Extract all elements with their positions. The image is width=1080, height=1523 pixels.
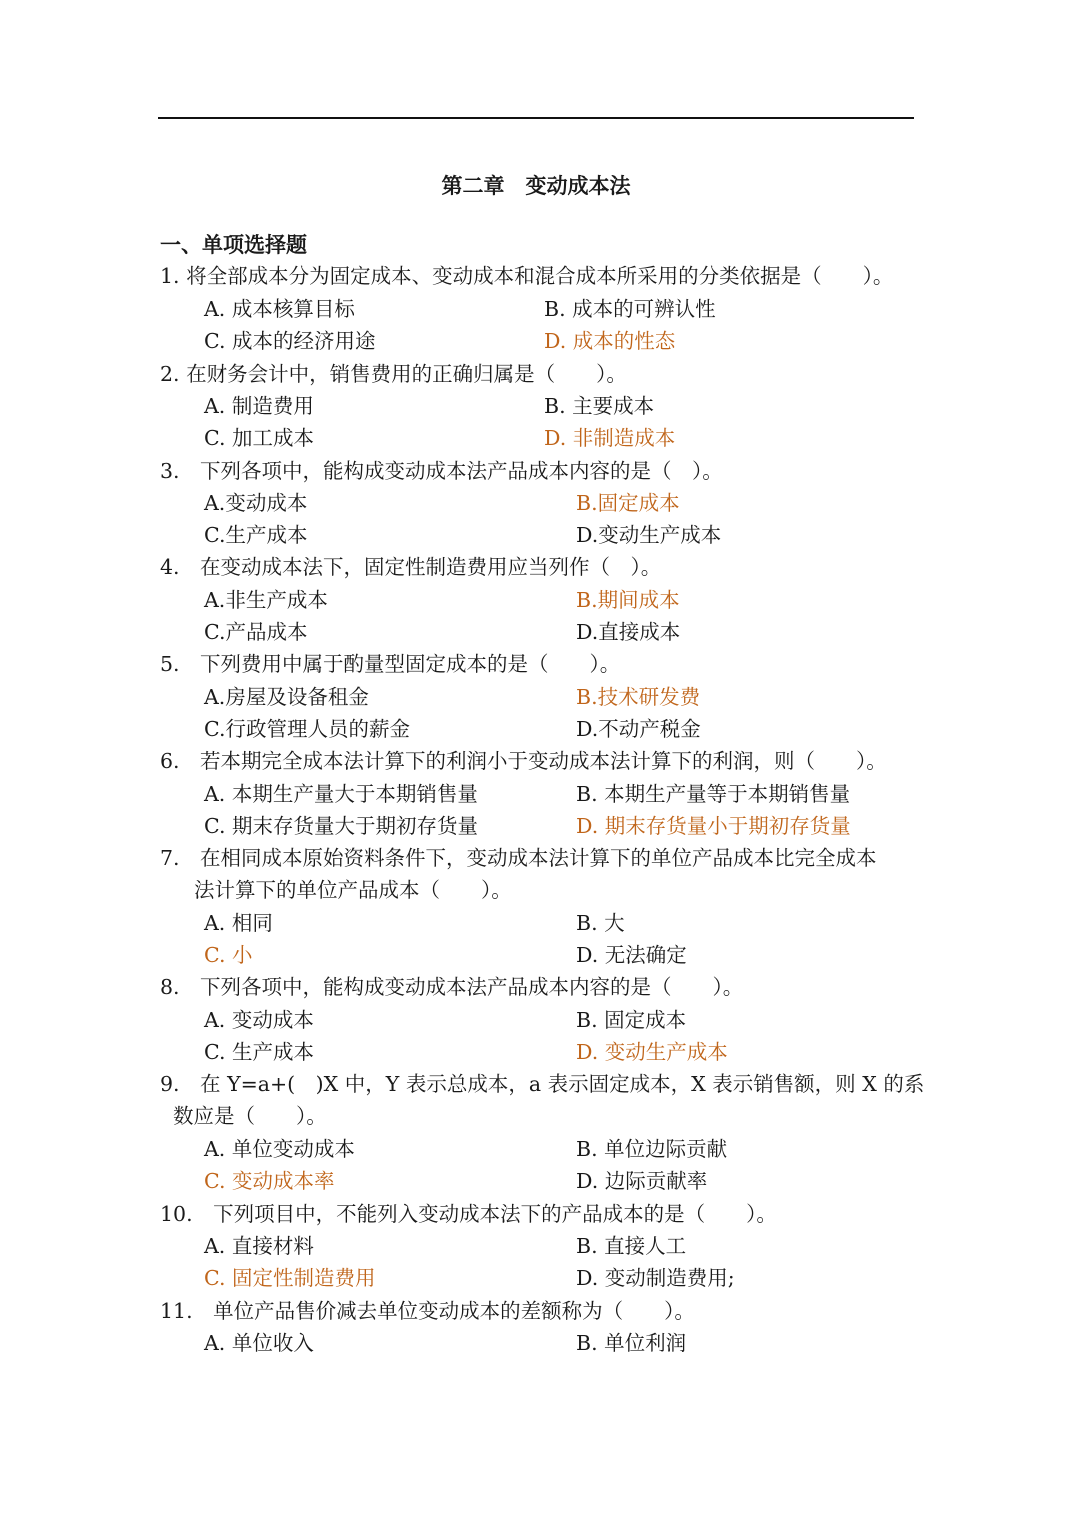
- question-7-option-c-answer: C. 小: [204, 943, 253, 967]
- question-3-stem: 3. 下列各项中，能构成变动成本法产品成本内容的是（ ）。: [160, 459, 723, 483]
- question-2-stem: 2. 在财务会计中，销售费用的正确归属是（ ）。: [160, 362, 627, 386]
- question-9-stem: [160, 1068, 924, 1132]
- question-3-option-b-answer: B.固定成本: [576, 491, 680, 515]
- question-9-option-b: B. 单位边际贡献: [576, 1137, 728, 1161]
- chapter-title: 第二章 变动成本法: [441, 174, 631, 198]
- question-3-option-c: C.生产成本: [204, 523, 308, 547]
- question-6-option-d-answer: D. 期末存货量小于期初存货量: [576, 814, 851, 838]
- question-11-stem: 11. 单位产品售价减去单位变动成本的差额称为（ ）。: [160, 1299, 695, 1323]
- question-9-option-d: D. 边际贡献率: [576, 1169, 708, 1193]
- question-6-option-c: C. 期末存货量大于期初存货量: [204, 814, 478, 838]
- question-2-option-a: A. 制造费用: [204, 394, 314, 418]
- question-1-option-b: B. 成本的可辨认性: [544, 297, 716, 321]
- question-3-option-d: D.变动生产成本: [576, 523, 722, 547]
- question-10-stem: 10. 下列项目中，不能列入变动成本法下的产品成本的是（ ）。: [160, 1202, 777, 1226]
- question-2-option-d-answer: D. 非制造成本: [544, 426, 676, 450]
- question-5-option-a: A.房屋及设备租金: [204, 685, 369, 709]
- question-1-option-a: A. 成本核算目标: [204, 297, 355, 321]
- question-8-option-d-answer: D. 变动生产成本: [576, 1040, 728, 1064]
- question-3-option-a: A.变动成本: [204, 491, 308, 515]
- question-9-stem-line-1: 9. 在 Y=a+( )X 中，Y 表示总成本，a 表示固定成本，X 表示销售额，则 X 的系: [160, 1072, 925, 1096]
- question-10-option-d: D. 变动制造费用;: [576, 1266, 735, 1290]
- question-7-stem-line-2: 法计算下的单位产品成本（ ）。: [194, 878, 512, 902]
- question-5-option-c: C.行政管理人员的薪金: [204, 717, 410, 741]
- question-9-stem-line-2: 数应是（ ）。: [173, 1104, 327, 1128]
- question-1-option-c: C. 成本的经济用途: [204, 329, 376, 353]
- question-8-stem: 8. 下列各项中，能构成变动成本法产品成本内容的是（ ）。: [160, 975, 744, 999]
- question-7-option-d: D. 无法确定: [576, 943, 687, 967]
- question-8-option-c: C. 生产成本: [204, 1040, 314, 1064]
- question-8-option-a: A. 变动成本: [204, 1008, 314, 1032]
- question-6-option-a: A. 本期生产量大于本期销售量: [204, 782, 478, 806]
- section-heading: 一、单项选择题: [160, 233, 307, 257]
- question-4-option-b-answer: B.期间成本: [576, 588, 680, 612]
- question-5-option-d: D.不动产税金: [576, 717, 701, 741]
- top-rule: [158, 117, 914, 119]
- question-10-option-b: B. 直接人工: [576, 1234, 687, 1258]
- question-11-option-b: B. 单位利润: [576, 1331, 687, 1355]
- question-7-stem-line-1: 7. 在相同成本原始资料条件下，变动成本法计算下的单位产品成本比完全成本: [160, 846, 877, 870]
- question-6-stem: 6. 若本期完全成本法计算下的利润小于变动成本法计算下的利润，则（ ）。: [160, 749, 887, 773]
- question-7-stem: [160, 842, 877, 906]
- question-11-option-a: A. 单位收入: [204, 1331, 314, 1355]
- question-7-option-b: B. 大: [576, 911, 625, 935]
- question-2-option-b: B. 主要成本: [544, 394, 655, 418]
- question-1-option-d-answer: D. 成本的性态: [544, 329, 676, 353]
- question-5-option-b-answer: B.技术研发费: [576, 685, 701, 709]
- question-9-option-c-answer: C. 变动成本率: [204, 1169, 335, 1193]
- question-1-stem: 1. 将全部成本分为固定成本、变动成本和混合成本所采用的分类依据是（ ）。: [160, 264, 894, 288]
- question-4-option-d: D.直接成本: [576, 620, 681, 644]
- question-4-option-a: A.非生产成本: [204, 588, 328, 612]
- question-2-option-c: C. 加工成本: [204, 426, 314, 450]
- question-10-option-a: A. 直接材料: [204, 1234, 314, 1258]
- question-4-stem: 4. 在变动成本法下，固定性制造费用应当列作（ ）。: [160, 555, 662, 579]
- question-9-option-a: A. 单位变动成本: [204, 1137, 355, 1161]
- question-6-option-b: B. 本期生产量等于本期销售量: [576, 782, 851, 806]
- question-8-option-b: B. 固定成本: [576, 1008, 687, 1032]
- question-5-stem: 5. 下列费用中属于酌量型固定成本的是（ ）。: [160, 652, 621, 676]
- question-7-option-a: A. 相同: [204, 911, 273, 935]
- question-10-option-c-answer: C. 固定性制造费用: [204, 1266, 376, 1290]
- question-4-option-c: C.产品成本: [204, 620, 308, 644]
